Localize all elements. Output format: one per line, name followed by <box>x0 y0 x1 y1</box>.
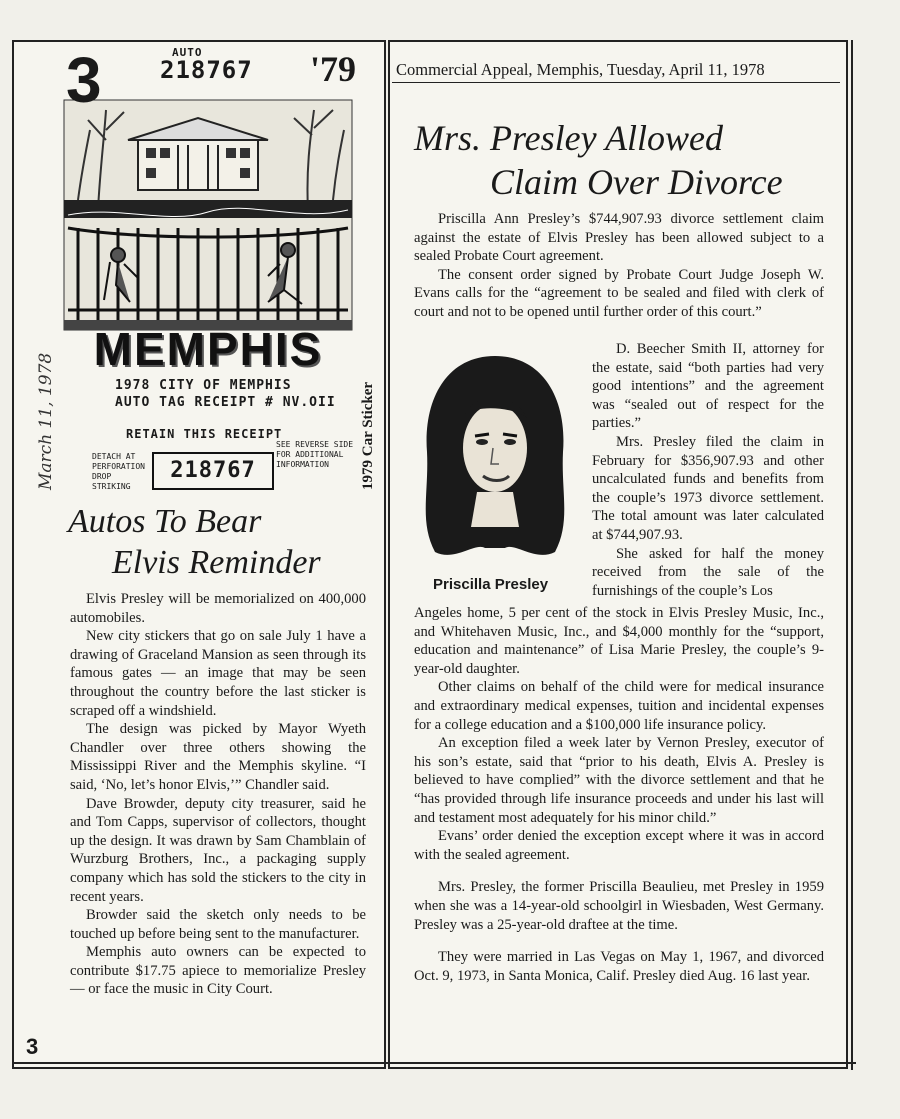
photo-caption: Priscilla Presley <box>433 576 549 593</box>
handwritten-date: March 11, 1978 <box>36 352 56 490</box>
right-article-intro <box>414 210 824 322</box>
dateline: Commercial Appeal, Memphis, Tuesday, April 11, 1978 <box>396 60 765 79</box>
memphis-banner: MEMPHIS <box>93 323 323 375</box>
receipt-line-1: 1978 CITY OF MEMPHIS <box>115 378 292 393</box>
right-headline-line-1: Mrs. Presley Allowed <box>414 118 723 158</box>
dateline-rule <box>392 82 840 83</box>
right-paragraph: Angeles home, 5 per cent of the stock in Elvis Presley Music, Inc., and Whitehaven Music, Inc., and $4,000 monthly for the “support, education and maintenance” of Lisa Marie Presley, the couple’s 9-year-old daughter. <box>414 605 824 677</box>
bottom-rule <box>12 1062 856 1064</box>
left-headline-line-2: Elvis Reminder <box>112 544 321 581</box>
right-paragraph: Evans’ order denied the exception except where it was in accord with the sealed agreement. <box>414 828 824 863</box>
sticker-number-badge: 3 <box>66 44 102 116</box>
retain-receipt-label: RETAIN THIS RECEIPT <box>126 427 283 441</box>
left-article-body <box>70 590 366 999</box>
right-article-narrow <box>592 340 824 600</box>
left-paragraph: Memphis auto owners can be expected to contribute $17.75 apiece to memorialize Presley — or face the music in City Court. <box>70 944 366 998</box>
right-paragraph: Mrs. Presley, the former Priscilla Beaulieu, met Presley in 1959 when she was a 14-year-old schoolgirl in Wiesbaden, West Germany. Presley was a 25-year-old draftee at the time. <box>414 879 824 933</box>
left-headline-line-1: Autos To Bear <box>68 503 262 540</box>
left-paragraph: Browder said the sketch only needs to be touched up before being sent to the manufacturer. <box>70 907 366 942</box>
left-paragraph: Elvis Presley will be memorialized on 400,000 automobiles. <box>70 591 366 626</box>
receipt-line-2: AUTO TAG RECEIPT # NV.OII <box>115 395 336 410</box>
page-number: 3 <box>26 1034 39 1059</box>
right-paragraph: Priscilla Ann Presley’s $744,907.93 divorce settlement claim against the estate of Elvis Presley has been allowed subject to a sealed Probate Court agreement. <box>414 211 824 265</box>
priscilla-portrait <box>415 352 575 562</box>
right-rule <box>851 40 853 1070</box>
side-caption: 1979 Car Sticker <box>360 381 376 490</box>
right-paragraph: D. Beecher Smith II, attorney for the estate, said “both parties had very good intentions” and the agreement was “sealed out of respect for the parties.” <box>592 341 824 432</box>
right-paragraph: An exception filed a week later by Vernon Presley, executor of his son’s estate, said that “prior to his death, Elvis A. Presley is believed to have complied” with the divorce settlement and that he “has provided through life insurance proceeds and under his last will and testament most adequately for his minor child.” <box>414 735 824 826</box>
receipt-number-box: 218767 <box>152 452 274 490</box>
right-paragraph: She asked for half the money received from the sale of the furnishings of the couple’s Los <box>592 545 824 599</box>
detach-note: DETACH AT PERFORATION DROP STRIKING <box>92 452 145 491</box>
tag-number: 218767 <box>160 56 253 84</box>
see-reverse-note: SEE REVERSE SIDE FOR ADDITIONAL INFORMATION <box>276 440 354 469</box>
left-paragraph: The design was picked by Mayor Wyeth Chandler over three others showing the Mississippi River and the Memphis skyline. “I said, ‘No, let’s honor Elvis,’” Chandler said. <box>70 721 366 793</box>
left-paragraph: New city stickers that go on sale July 1 have a drawing of Graceland Mansion as seen through its famous gates — an image that may be seen throughout the country before the last sticker is scraped off a windshield. <box>70 628 366 719</box>
right-paragraph: Mrs. Presley filed the claim in February for $356,907.93 and other uncalculated funds and benefits from the couple’s 1973 divorce settlement. The total amount was later calculated at $744,907.93. <box>592 433 824 543</box>
right-article-body <box>414 604 824 985</box>
auto-label: AUTO <box>172 46 203 59</box>
right-headline-line-2: Claim Over Divorce <box>490 162 783 202</box>
right-paragraph: They were married in Las Vegas on May 1, 1967, and divorced Oct. 9, 1973, in Santa Monica, Calif. Presley died Aug. 16 last year. <box>414 949 824 984</box>
left-paragraph: Dave Browder, deputy city treasurer, said he and Tom Capps, supervisor of collectors, thought up the design. It was drawn by Sam Chamblain of Wurzburg Brothers, Inc., a packaging supply company which has sold the stickers to the city in recent years. <box>70 795 366 905</box>
right-paragraph: Other claims on behalf of the child were for medical insurance and extraordinary medical expenses, tuition and incidental expenses for a college education and a $100,000 life insurance policy. <box>414 679 824 733</box>
right-paragraph: The consent order signed by Probate Court Judge Joseph W. Evans calls for the “agreement to be sealed and filed with clerk of court and not to be opened until further order of this court.” <box>414 266 824 320</box>
sticker-year: '79 <box>310 49 357 89</box>
